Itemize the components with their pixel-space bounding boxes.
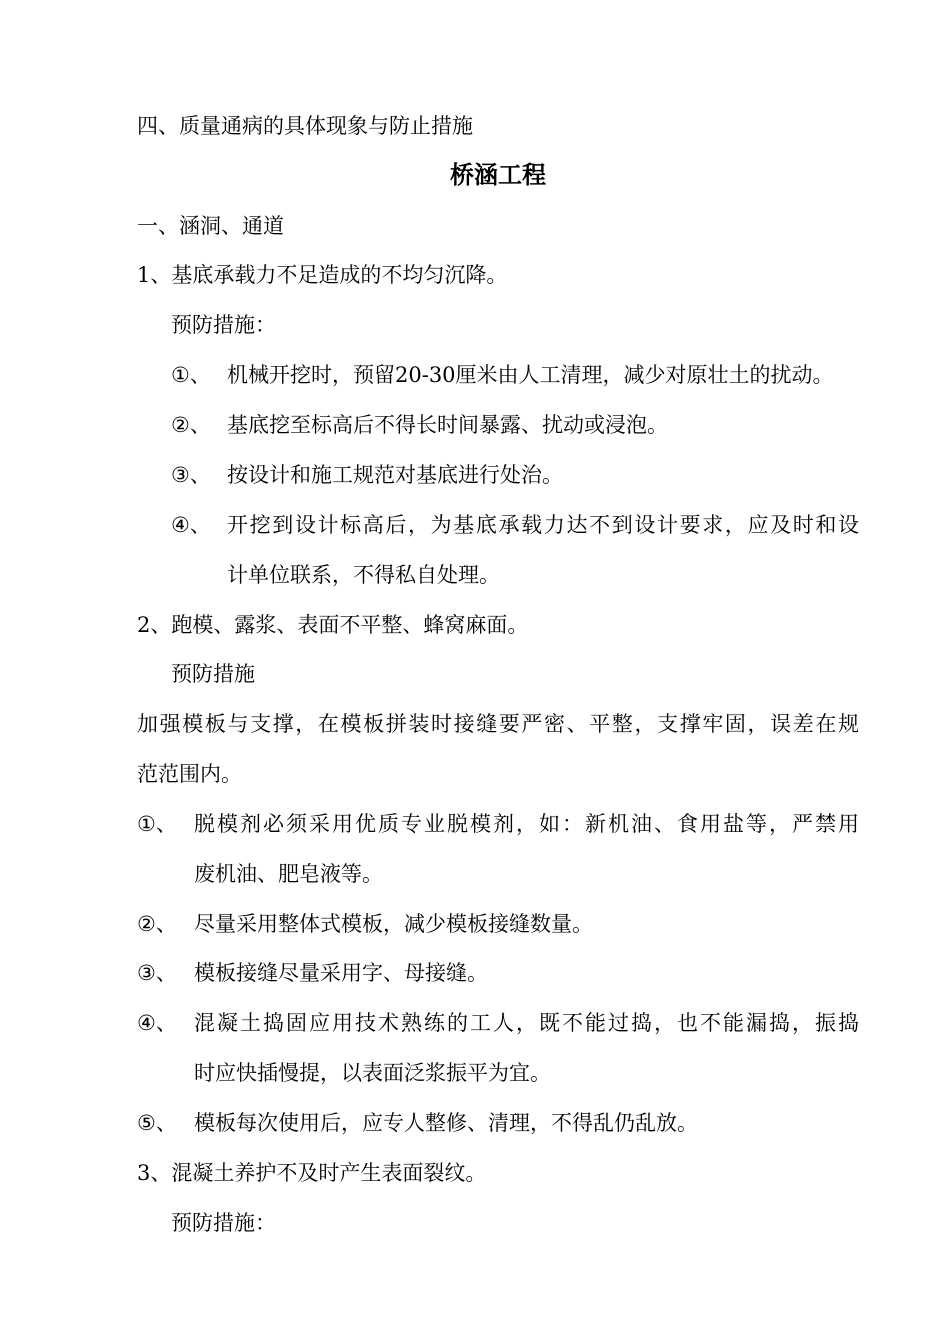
item2-measure2-text: 尽量采用整体式模板，减少模板接缝数量。 [194, 912, 593, 936]
subsection-heading: 一、涵洞、通道 [137, 214, 284, 238]
item2-measure1-num: ①、 [137, 812, 177, 836]
item2-measure5-num: ⑤、 [137, 1111, 177, 1135]
item1-measure2-text: 基底挖至标高后不得长时间暴露、扰动或浸泡。 [227, 413, 668, 437]
section-heading: 四、质量通病的具体现象与防止措施 [137, 114, 473, 138]
item3-heading: 3、混凝土养护不及时产生表面裂纹。 [137, 1161, 487, 1185]
item2-prevent-label: 预防措施 [171, 662, 255, 686]
item2-heading: 2、跑模、露浆、表面不平整、蜂窝麻面。 [137, 613, 529, 637]
document-title: 桥涵工程 [450, 160, 546, 189]
item2-measure4-num: ④、 [137, 1011, 177, 1035]
item2-measure4-text-line2: 时应快插慢提，以表面泛浆振平为宜。 [194, 1061, 551, 1085]
item1-measure3-text: 按设计和施工规范对基底进行处治。 [227, 463, 563, 487]
item1-measure3-num: ③、 [171, 463, 211, 487]
item2-measure2-num: ②、 [137, 912, 177, 936]
item2-measure3-text: 模板接缝尽量采用字、母接缝。 [194, 961, 488, 985]
item1-measure1-text: 机械开挖时，预留20-30厘米由人工清理，减少对原壮土的扰动。 [227, 363, 834, 387]
item2-measure5-text: 模板每次使用后，应专人整修、清理，不得乱仍乱放。 [194, 1111, 698, 1135]
item2-intro-line1: 加强模板与支撑，在模板拼装时接缝要严密、平整，支撑牢固，误差在规 [137, 712, 859, 736]
item3-prevent-label: 预防措施： [171, 1211, 276, 1235]
item1-measure4-text-line1: 开挖到设计标高后，为基底承载力达不到设计要求，应及时和设 [227, 513, 859, 537]
item1-measure4-num: ④、 [171, 513, 211, 537]
item2-intro-line2: 范范围内。 [137, 762, 242, 786]
item2-measure1-text-line2: 废机油、肥皂液等。 [194, 862, 383, 886]
item2-measure1-text-line1: 脱模剂必须采用优质专业脱模剂，如：新机油、食用盐等，严禁用 [194, 812, 859, 836]
item1-measure4-text-line2: 计单位联系，不得私自处理。 [227, 563, 500, 587]
item1-measure1-num: ①、 [171, 363, 211, 387]
item1-heading: 1、基底承载力不足造成的不均匀沉降。 [137, 263, 508, 287]
item1-prevent-label: 预防措施： [171, 313, 276, 337]
item1-measure2-num: ②、 [171, 413, 211, 437]
item2-measure4-text-line1: 混凝土捣固应用技术熟练的工人，既不能过捣，也不能漏捣，振捣 [194, 1011, 859, 1035]
item2-measure3-num: ③、 [137, 961, 177, 985]
